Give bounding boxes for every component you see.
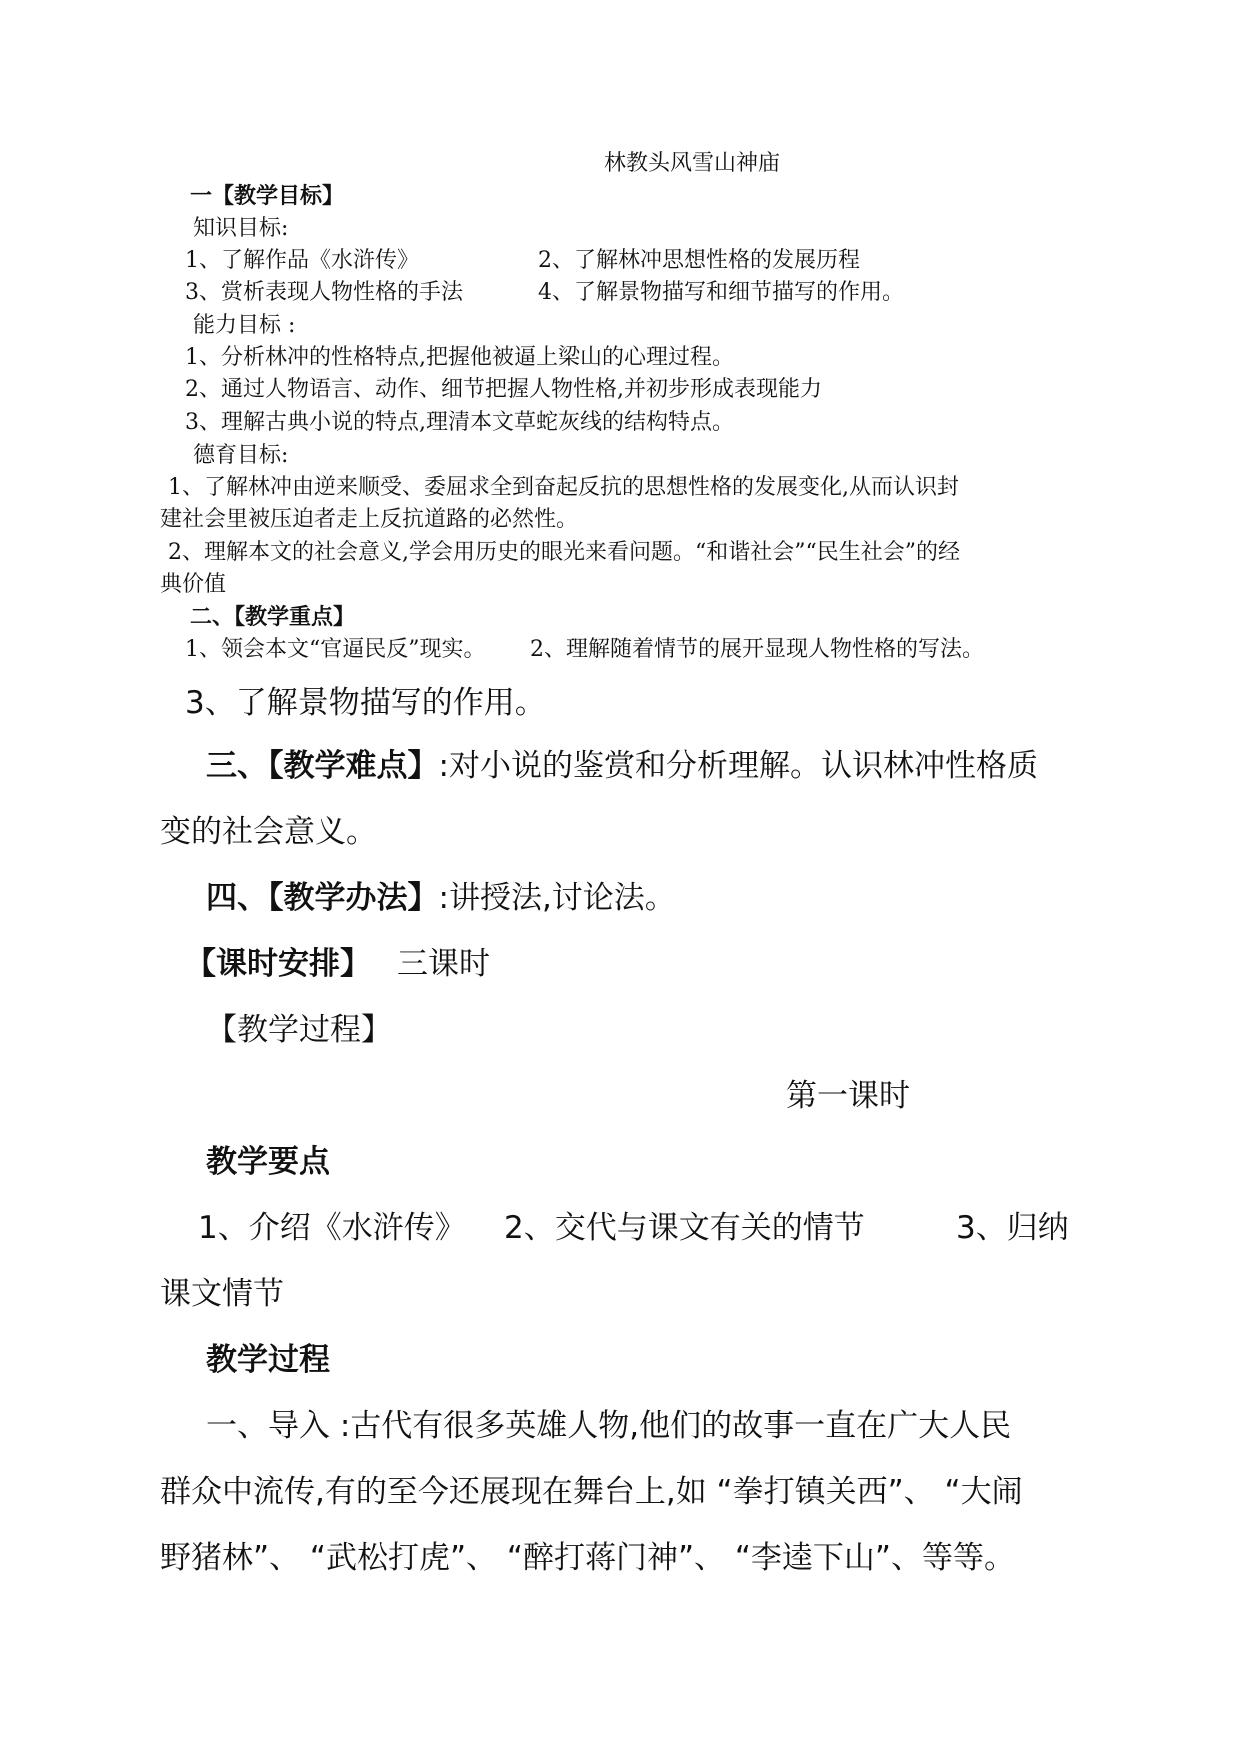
teaching-point-3-continued: 课文情节 bbox=[160, 1276, 284, 1312]
difficulty-paragraph-line-1 bbox=[206, 748, 1038, 784]
teaching-point-3: 3、归纳 bbox=[956, 1210, 1069, 1246]
moral-objectives-label: 德育目标: bbox=[193, 443, 289, 468]
ability-item-2: 2、通过人物语言、动作、细节把握人物性格,并初步形成表现能力 bbox=[185, 377, 822, 402]
section-heading-difficulty: 三、【教学难点】 bbox=[206, 748, 439, 784]
moral-item-1-line-2: 建社会里被压迫者走上反抗道路的必然性。 bbox=[160, 507, 579, 532]
key-point-1: 1、领会本文“官逼民反”现实。 bbox=[185, 637, 486, 662]
knowledge-item-2: 2、了解林冲思想性格的发展历程 bbox=[538, 248, 860, 273]
teaching-point-2: 2、交代与课文有关的情节 bbox=[504, 1210, 865, 1246]
section-heading-key-points: 二、【教学重点】 bbox=[190, 604, 356, 630]
key-point-3: 3、了解景物描写的作用。 bbox=[185, 685, 546, 721]
schedule-heading: 【课时安排】 bbox=[185, 946, 371, 982]
process-heading: 【教学过程】 bbox=[206, 1012, 392, 1048]
ability-objectives-label: 能力目标 : bbox=[193, 313, 296, 338]
knowledge-item-3: 3、赏析表现人物性格的手法 bbox=[185, 280, 463, 305]
moral-item-1-line-1: 1、了解林冲由逆来顺受、委屈求全到奋起反抗的思想性格的发展变化,从而认识封 bbox=[168, 475, 959, 500]
intro-line-2: 群众中流传,有的至今还展现在舞台上,如 “拳打镇关西”、 “大闹 bbox=[160, 1474, 1023, 1510]
knowledge-item-1: 1、了解作品《水浒传》 bbox=[185, 248, 419, 273]
schedule-paragraph bbox=[185, 946, 490, 982]
ability-item-3: 3、理解古典小说的特点,理清本文草蛇灰线的结构特点。 bbox=[185, 410, 734, 435]
teaching-point-1: 1、介绍《水浒传》 bbox=[198, 1210, 466, 1246]
intro-line-1: 一、导入 :古代有很多英雄人物,他们的故事一直在广大人民 bbox=[206, 1408, 1012, 1444]
schedule-text: 三课时 bbox=[397, 946, 490, 982]
section-heading-method: 四、【教学办法】 bbox=[206, 880, 439, 916]
document-title: 林教头风雪山神庙 bbox=[604, 151, 781, 176]
method-paragraph bbox=[206, 880, 676, 916]
section-heading-objectives: 一【教学目标】 bbox=[190, 183, 345, 209]
moral-item-2-line-1: 2、理解本文的社会意义,学会用历史的眼光来看问题。“和谐社会”“民生社会”的经 bbox=[168, 540, 960, 565]
method-text: :讲授法,讨论法。 bbox=[438, 880, 676, 916]
knowledge-objectives-label: 知识目标: bbox=[193, 216, 289, 241]
difficulty-text-line-1: :对小说的鉴赏和分析理解。认识林冲性格质 bbox=[438, 748, 1038, 784]
ability-item-1: 1、分析林冲的性格特点,把握他被逼上梁山的心理过程。 bbox=[185, 345, 734, 370]
teaching-points-heading: 教学要点 bbox=[206, 1144, 330, 1180]
teaching-process-heading: 教学过程 bbox=[206, 1342, 330, 1378]
lesson-1-title: 第一课时 bbox=[786, 1078, 910, 1114]
intro-line-3: 野猪林”、 “武松打虎”、 “醉打蒋门神”、 “李逵下山”、等等。 bbox=[160, 1540, 1015, 1576]
knowledge-item-4: 4、了解景物描写和细节描写的作用。 bbox=[538, 280, 904, 305]
key-point-2: 2、理解随着情节的展开显现人物性格的写法。 bbox=[530, 637, 984, 662]
difficulty-text-line-2: 变的社会意义。 bbox=[160, 814, 377, 850]
moral-item-2-line-2: 典价值 bbox=[160, 572, 227, 597]
